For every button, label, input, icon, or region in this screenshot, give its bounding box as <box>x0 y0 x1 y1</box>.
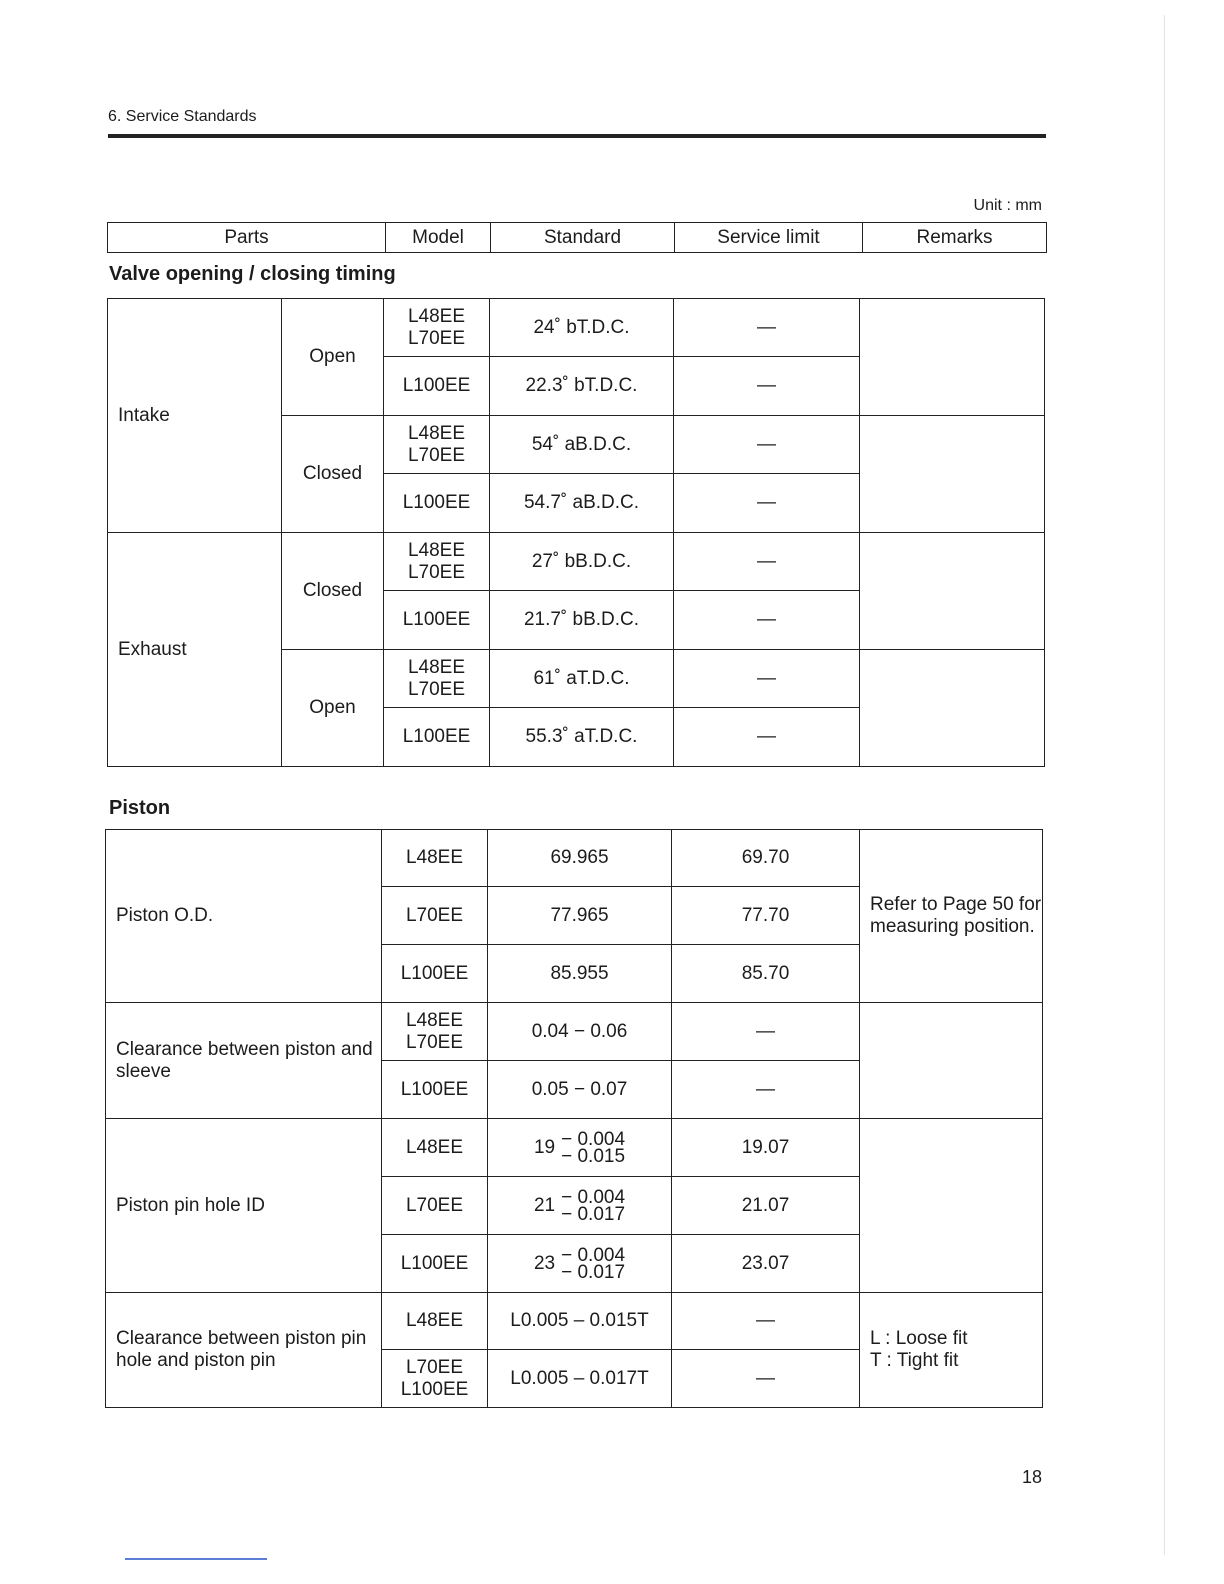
valve-timing-table <box>107 298 1045 767</box>
model-cell: L100EE <box>382 945 488 1003</box>
standard-cell: 23 − 0.004 − 0.017 <box>488 1235 672 1293</box>
clearance-sleeve-label: Clearance between piston and sleeve <box>106 1003 382 1119</box>
limit-cell: — <box>674 474 860 533</box>
remarks-cell <box>860 533 1045 650</box>
page-header: 6. Service Standards <box>108 108 257 125</box>
standard-cell: 22.3˚ bT.D.C. <box>490 357 674 416</box>
table-row <box>106 1003 1043 1061</box>
standard-cell: 24˚ bT.D.C. <box>490 299 674 357</box>
model-cell: L48EE L70EE <box>384 299 490 357</box>
exhaust-label: Exhaust <box>108 533 282 767</box>
standard-cell: 54˚ aB.D.C. <box>490 416 674 474</box>
limit-cell: — <box>672 1350 860 1408</box>
limit-cell: 69.70 <box>672 830 860 887</box>
limit-cell: — <box>672 1003 860 1061</box>
model-cell: L100EE <box>384 591 490 650</box>
page-edge <box>1164 15 1165 1555</box>
col-model: Model <box>386 223 491 253</box>
table-row <box>108 533 1045 591</box>
unit-label: Unit : mm <box>973 197 1042 214</box>
model-cell: L70EE <box>382 1177 488 1235</box>
model-cell: L70EE <box>382 887 488 945</box>
header-rule <box>108 134 1046 138</box>
standard-cell: L0.005 – 0.017T <box>488 1350 672 1408</box>
limit-cell: — <box>674 533 860 591</box>
column-header-table <box>107 222 1047 253</box>
col-service-limit: Service limit <box>675 223 863 253</box>
standard-cell: 54.7˚ aB.D.C. <box>490 474 674 533</box>
standard-cell: 55.3˚ aT.D.C. <box>490 708 674 767</box>
limit-cell: — <box>674 299 860 357</box>
limit-cell: — <box>674 416 860 474</box>
standard-cell: L0.005 – 0.015T <box>488 1293 672 1350</box>
intake-closed-label: Closed <box>282 416 384 533</box>
limit-cell: — <box>674 708 860 767</box>
standard-cell: 77.965 <box>488 887 672 945</box>
remarks-cell <box>860 299 1045 416</box>
piston-section-title: Piston <box>109 797 171 819</box>
model-cell: L48EE <box>382 1119 488 1177</box>
col-remarks: Remarks <box>863 223 1047 253</box>
standard-cell: 21 − 0.004 − 0.017 <box>488 1177 672 1235</box>
model-cell: L48EE <box>382 830 488 887</box>
bottom-accent-line <box>125 1558 267 1560</box>
table-row <box>106 830 1043 887</box>
limit-cell: — <box>674 591 860 650</box>
standard-cell: 0.05 − 0.07 <box>488 1061 672 1119</box>
model-cell: L48EE L70EE <box>384 416 490 474</box>
limit-cell: — <box>674 357 860 416</box>
model-cell: L48EE L70EE <box>384 533 490 591</box>
od-remark: Refer to Page 50 for measuring position. <box>860 830 1043 1003</box>
remarks-cell <box>860 1003 1043 1119</box>
intake-open-label: Open <box>282 299 384 416</box>
standard-cell: 21.7˚ bB.D.C. <box>490 591 674 650</box>
valve-section-title: Valve opening / closing timing <box>109 263 396 285</box>
standard-cell: 19 − 0.004 − 0.015 <box>488 1119 672 1177</box>
remarks-cell <box>860 1119 1043 1293</box>
table-row <box>108 299 1045 357</box>
intake-label: Intake <box>108 299 282 533</box>
limit-cell: 77.70 <box>672 887 860 945</box>
model-cell: L100EE <box>384 474 490 533</box>
remarks-cell <box>860 416 1045 533</box>
standard-cell: 0.04 − 0.06 <box>488 1003 672 1061</box>
limit-cell: 21.07 <box>672 1177 860 1235</box>
limit-cell: — <box>672 1293 860 1350</box>
table-row <box>106 1119 1043 1177</box>
limit-cell: 23.07 <box>672 1235 860 1293</box>
model-cell: L100EE <box>384 357 490 416</box>
limit-cell: 85.70 <box>672 945 860 1003</box>
model-cell: L100EE <box>382 1235 488 1293</box>
model-cell: L100EE <box>384 708 490 767</box>
standard-cell: 69.965 <box>488 830 672 887</box>
remarks-cell <box>860 650 1045 767</box>
standard-cell: 27˚ bB.D.C. <box>490 533 674 591</box>
model-cell: L48EE L70EE <box>384 650 490 708</box>
table-row <box>106 1293 1043 1350</box>
col-parts: Parts <box>108 223 386 253</box>
standard-cell: 85.955 <box>488 945 672 1003</box>
fit-remark: L : Loose fit T : Tight fit <box>860 1293 1043 1408</box>
limit-cell: 19.07 <box>672 1119 860 1177</box>
piston-od-label: Piston O.D. <box>106 830 382 1003</box>
col-standard: Standard <box>491 223 675 253</box>
model-cell: L100EE <box>382 1061 488 1119</box>
standard-cell: 61˚ aT.D.C. <box>490 650 674 708</box>
model-cell: L48EE <box>382 1293 488 1350</box>
pin-hole-label: Piston pin hole ID <box>106 1119 382 1293</box>
model-cell: L48EE L70EE <box>382 1003 488 1061</box>
limit-cell: — <box>674 650 860 708</box>
limit-cell: — <box>672 1061 860 1119</box>
page-number: 18 <box>1021 1467 1042 1487</box>
exhaust-open-label: Open <box>282 650 384 767</box>
clearance-pin-label: Clearance between piston pin hole and piston pin <box>106 1293 382 1408</box>
piston-table <box>105 829 1043 1408</box>
exhaust-closed-label: Closed <box>282 533 384 650</box>
model-cell: L70EE L100EE <box>382 1350 488 1408</box>
